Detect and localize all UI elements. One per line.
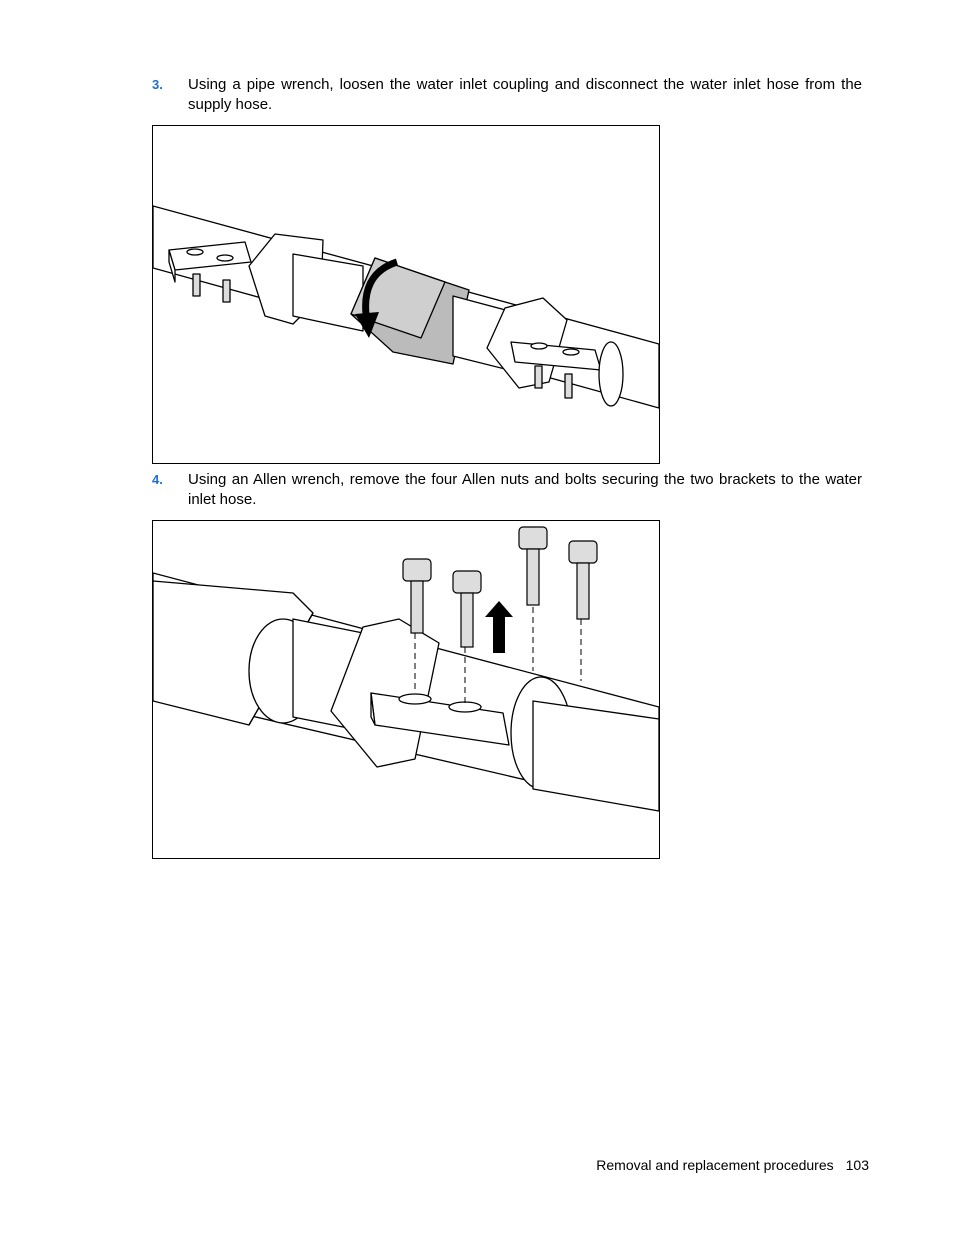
page-number: 103 [845, 1157, 869, 1173]
step-4 [152, 470, 862, 514]
footer-section-title: Removal and replacement procedures [596, 1157, 834, 1173]
step-number: 4. [152, 472, 163, 487]
step-text: Using a pipe wrench, loosen the water inlet coupling and disconnect the water inlet hose from the supply hose. [188, 76, 862, 113]
step-number: 3. [152, 77, 163, 92]
figure-pipe-wrench-coupling [152, 125, 660, 464]
figure-allen-bolts-removal [152, 520, 660, 859]
step-3 [152, 75, 862, 119]
step-text: Using an Allen wrench, remove the four Allen nuts and bolts securing the two brackets to the water inlet hose. [188, 471, 862, 508]
page-footer [596, 1157, 869, 1173]
